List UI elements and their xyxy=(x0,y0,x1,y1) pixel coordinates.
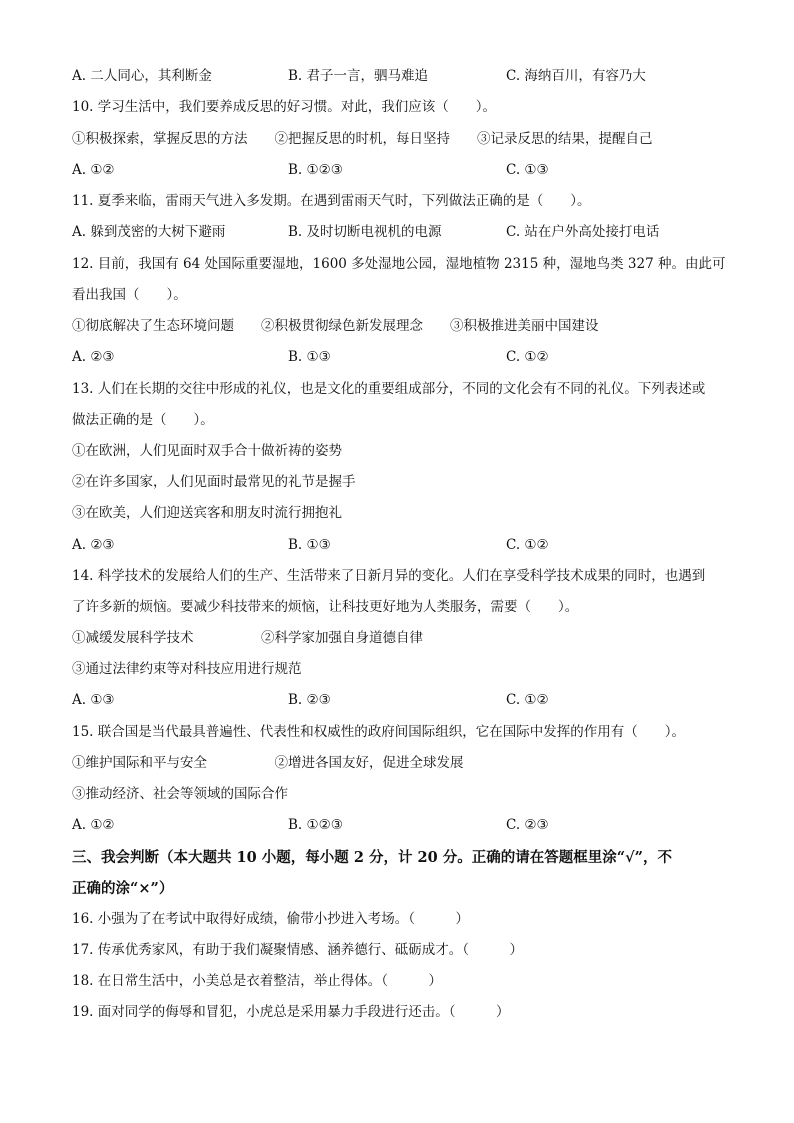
q11-stem: 11. 夏季来临，雷雨天气进入多发期。在遇到雷雨天气时，下列做法正确的是（ ）。 xyxy=(72,193,591,209)
q12-option-b[interactable]: B. ①③ xyxy=(288,349,331,365)
q14-options xyxy=(72,690,732,710)
q11-option-c[interactable]: C. 站在户外高处接打电话 xyxy=(506,224,660,240)
q13-statement-2: ②在许多国家，人们见面时最常见的礼节是握手 xyxy=(72,474,356,490)
q13-option-b[interactable]: B. ①③ xyxy=(288,537,331,553)
q14-statements-1-2: ①减缓发展科学技术 ②科学家加强自身道德自律 xyxy=(72,630,423,646)
judgment-19: 19. 面对同学的侮辱和冒犯，小虎总是采用暴力手段进行还击。（ ） xyxy=(72,1004,510,1020)
q15-options xyxy=(72,815,732,835)
q13-stem-line1: 13. 人们在长期的交往中形成的礼仪，也是文化的重要组成部分，不同的文化会有不同的礼仪。下列表述或 xyxy=(72,381,706,397)
section-3-heading-line1: 三、我会判断（本大题共 10 小题，每小题 2 分，计 20 分。正确的请在答题框里涂“√”，不 xyxy=(72,849,672,866)
q15-option-b[interactable]: B. ①②③ xyxy=(288,817,343,833)
q9-option-a[interactable]: A. 二人同心，其利断金 xyxy=(72,68,212,84)
q11-option-a[interactable]: A. 躲到茂密的大树下避雨 xyxy=(72,224,226,240)
q15-statements-1-2: ①维护国际和平与安全 ②增进各国友好，促进全球发展 xyxy=(72,755,464,771)
q9-option-b[interactable]: B. 君子一言，驷马难追 xyxy=(288,68,429,84)
q12-stem-line2: 看出我国（ ）。 xyxy=(72,287,187,303)
section-3-heading xyxy=(72,842,732,904)
q14-option-a[interactable]: A. ①③ xyxy=(72,692,115,708)
q12-options xyxy=(72,347,732,367)
q12-option-a[interactable]: A. ②③ xyxy=(72,349,115,365)
q10-statements: ①积极探索，掌握反思的方法 ②把握反思的时机，每日坚持 ③记录反思的结果，提醒自己 xyxy=(72,131,653,147)
q10-options xyxy=(72,160,732,180)
q9-option-c[interactable]: C. 海纳百川，有容乃大 xyxy=(506,68,646,84)
judgment-18: 18. 在日常生活中，小美总是衣着整洁，举止得体。（ ） xyxy=(72,973,443,989)
q14-statement-3: ③通过法律约束等对科技应用进行规范 xyxy=(72,661,302,677)
q11-option-b[interactable]: B. 及时切断电视机的电源 xyxy=(288,224,442,240)
q11-options xyxy=(72,222,732,242)
q14-stem-line2: 了许多新的烦恼。要减少科技带来的烦恼，让科技更好地为人类服务，需要（ ）。 xyxy=(72,599,579,615)
q13-option-a[interactable]: A. ②③ xyxy=(72,537,115,553)
q12-statements: ①彻底解决了生态环境问题 ②积极贯彻绿色新发展理念 ③积极推进美丽中国建设 xyxy=(72,318,599,334)
q9-options xyxy=(72,66,732,86)
q14-option-c[interactable]: C. ①② xyxy=(506,692,549,708)
q13-statement-3: ③在欧美，人们迎送宾客和朋友时流行拥抱礼 xyxy=(72,505,342,521)
q12-option-c[interactable]: C. ①② xyxy=(506,349,549,365)
q13-statement-1: ①在欧洲，人们见面时双手合十做祈祷的姿势 xyxy=(72,443,342,459)
q15-option-a[interactable]: A. ①② xyxy=(72,817,115,833)
q15-stem: 15. 联合国是当代最具普遍性、代表性和权威性的政府间国际组织，它在国际中发挥的作用有（ ）。 xyxy=(72,724,686,740)
q10-option-b[interactable]: B. ①②③ xyxy=(288,162,343,178)
q13-option-c[interactable]: C. ①② xyxy=(506,537,549,553)
section-3-heading-line2: 正确的涂“×”） xyxy=(72,880,174,897)
q13-stem-line2: 做法正确的是（ ）。 xyxy=(72,412,214,428)
q15-statement-3: ③推动经济、社会等领域的国际合作 xyxy=(72,786,288,802)
q12-stem-line1: 12. 目前，我国有 64 处国际重要湿地，1600 多处湿地公园，湿地植物 2315 种，湿地鸟类 327 种。由此可 xyxy=(72,256,726,272)
q13-options xyxy=(72,535,732,555)
judgment-17: 17. 传承优秀家风，有助于我们凝聚情感、涵养德行、砥砺成才。（ ） xyxy=(72,942,524,958)
judgment-16: 16. 小强为了在考试中取得好成绩，偷带小抄进入考场。（ ） xyxy=(72,911,470,927)
q10-option-c[interactable]: C. ①③ xyxy=(506,162,549,178)
q10-option-a[interactable]: A. ①② xyxy=(72,162,115,178)
q14-option-b[interactable]: B. ②③ xyxy=(288,692,331,708)
q10-stem: 10. 学习生活中，我们要养成反思的好习惯。对此，我们应该（ ）。 xyxy=(72,99,497,115)
q14-stem-line1: 14. 科学技术的发展给人们的生产、生活带来了日新月异的变化。人们在享受科学技术成果的同时，也遇到 xyxy=(72,568,706,584)
q15-option-c[interactable]: C. ②③ xyxy=(506,817,549,833)
